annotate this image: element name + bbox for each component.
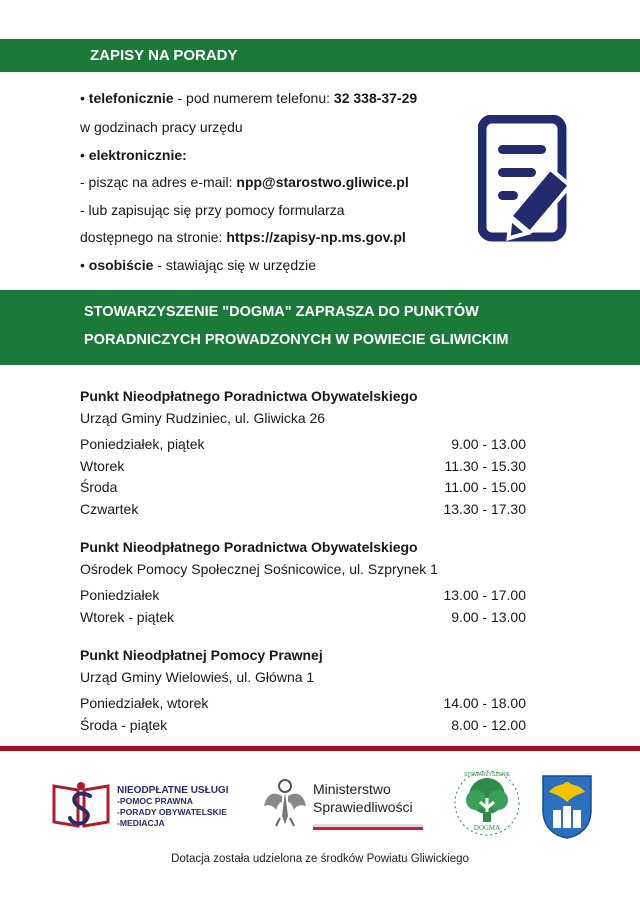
- signup-electronic-line: • elektronicznie:: [80, 147, 187, 163]
- dogma-name: DOGMA: [473, 824, 501, 832]
- header-band-dogma: [0, 290, 640, 365]
- ministerstwo-text: [313, 780, 413, 816]
- signup-personal-line: • osobiście - stawiając się w urzędzie: [80, 257, 317, 273]
- point-address: Ośrodek Pomocy Społecznej Sośnicowice, ul. Szprynek 1: [80, 561, 438, 577]
- nu-item: -PORADY OBYWATELSKIE: [117, 807, 227, 817]
- hours-day: Czwartek: [80, 500, 139, 517]
- polish-flag-bar-icon: [313, 824, 423, 830]
- header-band-signup: [0, 39, 640, 72]
- signup-email-line: [80, 174, 409, 190]
- signup-site-line: [80, 229, 406, 245]
- personal-text: - stawiając się w urzędzie: [153, 257, 317, 273]
- dogma-ring-text: STOWARZYSZENIE: [463, 772, 511, 778]
- signup-form-line: - lub zapisując się przy pomocy formularza: [80, 202, 345, 218]
- hours-day: Środa - piątek: [80, 716, 168, 733]
- point-title: Punkt Nieodpłatnej Pomocy Prawnej: [80, 647, 323, 663]
- hours-time: 8.00 - 12.00: [451, 716, 526, 733]
- point-address: Urząd Gminy Wielowieś, ul. Główna 1: [80, 669, 315, 685]
- footer-funding-note: Dotacja została udzielona ze środków Powiatu Gliwickiego: [171, 853, 469, 865]
- ms-line1: Ministerstwo: [313, 781, 391, 797]
- hours-row: [80, 587, 526, 609]
- dogma-tree-logo-icon: [452, 768, 522, 838]
- site-text: dostępnego na stronie:: [80, 229, 227, 245]
- email-address: npp@starostwo.gliwice.pl: [236, 174, 409, 190]
- nu-item: -MEDIACJA: [117, 818, 165, 828]
- phone-number: 32 338-37-29: [333, 90, 418, 106]
- hours-day: Poniedziałek, piątek: [80, 436, 205, 452]
- coat-of-arms-icon: [541, 774, 593, 840]
- polish-eagle-icon: [262, 776, 308, 828]
- hours-time: 14.00 - 18.00: [443, 695, 526, 711]
- hours-time: 13.30 - 17.30: [443, 500, 526, 517]
- signup-phone-line: • telefonicznie - pod numerem telefonu: 32 338-37-29: [80, 90, 418, 106]
- hours-day: Poniedziałek: [80, 587, 160, 603]
- signup-heading: ZAPISY NA PORADY: [90, 47, 238, 64]
- point-section-rudziniec: [80, 388, 526, 522]
- nieodplatne-uslugi-logo-icon: [50, 778, 112, 830]
- hours-row: [80, 458, 526, 480]
- nieodplatne-uslugi-text: [117, 785, 228, 829]
- phone-text: - pod numerem telefonu:: [173, 90, 334, 106]
- hours-row: [80, 479, 526, 501]
- email-text: - pisząc na adres e-mail:: [80, 174, 237, 190]
- hours-row: [80, 695, 526, 717]
- hours-time: 13.00 - 17.00: [443, 587, 526, 603]
- nu-title: NIEODPŁATNE USŁUGI: [117, 785, 229, 796]
- point-title: Punkt Nieodpłatnego Poradnictwa Obywatelskiego: [80, 388, 418, 404]
- ms-line2: Sprawiedliwości: [313, 799, 413, 815]
- hours-row: [80, 436, 526, 458]
- point-address: Urząd Gminy Rudziniec, ul. Gliwicka 26: [80, 410, 326, 426]
- hours-day: Wtorek - piątek: [80, 608, 175, 625]
- dogma-heading-line1: STOWARZYSZENIE "DOGMA" ZAPRASZA DO PUNKTÓW: [84, 304, 479, 320]
- hours-day: Poniedziałek, wtorek: [80, 695, 209, 711]
- document-pen-icon: [478, 115, 590, 245]
- hours-time: 11.30 - 15.30: [444, 457, 526, 474]
- electronic-label: elektronicznie:: [88, 147, 187, 163]
- hours-time: 9.00 - 13.00: [451, 436, 526, 452]
- divider-red-line: [0, 746, 640, 751]
- hours-row: [80, 501, 526, 523]
- signup-hours-line: w godzinach pracy urzędu: [80, 119, 243, 135]
- phone-label: telefonicznie: [88, 90, 174, 106]
- hours-row: [80, 609, 526, 631]
- hours-row: [80, 717, 526, 739]
- site-url: https://zapisy-np.ms.gov.pl: [226, 229, 406, 245]
- point-title: Punkt Nieodpłatnego Poradnictwa Obywatelskiego: [80, 539, 418, 555]
- point-section-sosnicowice: [80, 539, 526, 630]
- hours-time: 11.00 - 15.00: [444, 479, 526, 495]
- dogma-heading-line2: PORADNICZYCH PROWADZONYCH W POWIECIE GLIWICKIM: [84, 332, 509, 348]
- personal-label: osobiście: [88, 257, 154, 273]
- point-section-wielowies: [80, 647, 526, 738]
- nu-item: -POMOC PRAWNA: [117, 796, 193, 806]
- hours-day: Wtorek: [80, 457, 125, 474]
- hours-day: Środa: [80, 479, 118, 495]
- hours-time: 9.00 - 13.00: [451, 608, 526, 625]
